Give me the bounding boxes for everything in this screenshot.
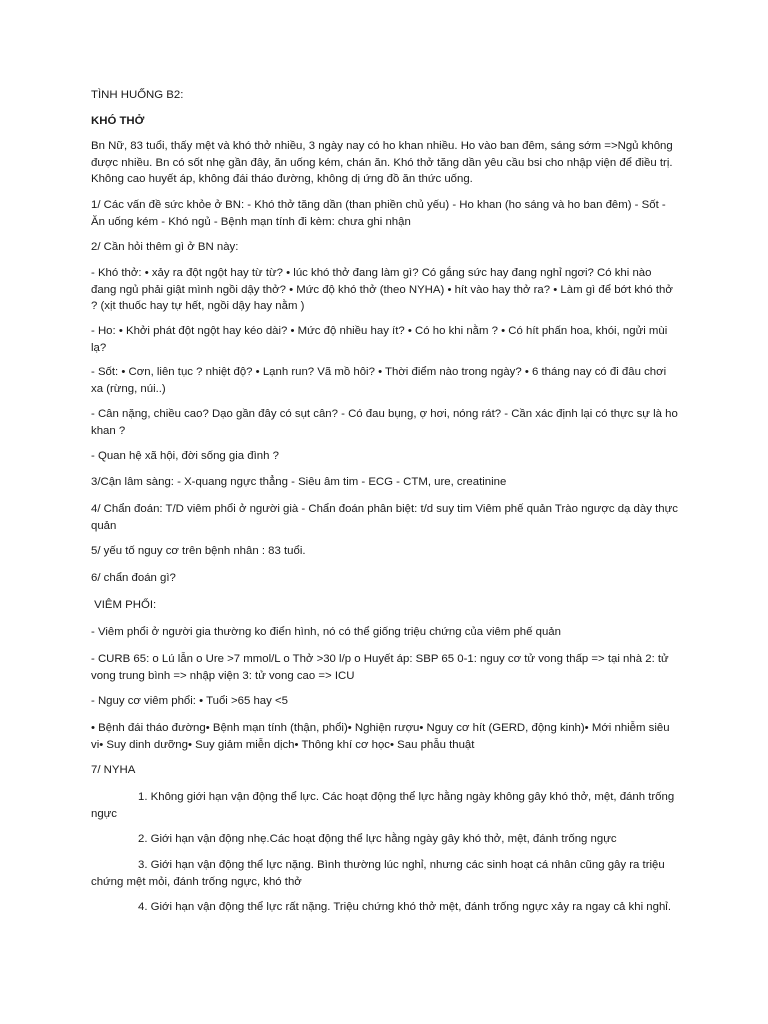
diagnosis-question: 6/ chẩn đoán gì? — [91, 572, 176, 584]
diagnosis: 4/ Chẩn đoán: T/D viêm phổi ở người già - Chẩn đoán phân biệt: t/d suy tim Viêm phế quản Trào ngược dạ dày thực quản — [91, 503, 678, 532]
risk-factors: 5/ yếu tố nguy cơ trên bệnh nhân : 83 tuổi. — [91, 545, 306, 557]
nyha-heading: 7/ NYHA — [91, 764, 136, 776]
curb65: - CURB 65: o Lú lẫn o Ure >7 mmol/L o Thở >30 l/p o Huyết áp: SBP 65 0-1: nguy cơ tử vong thấp => tại nhà 2: tử vong trung bình => nhập viện 3: tử vong cao => ICU — [91, 653, 669, 682]
nyha-class-2: 2. Giới hạn vận động nhẹ.Các hoạt động thể lực hằng ngày gây khó thở, mệt, đánh trống ngực — [138, 833, 617, 845]
risk-list: • Bệnh đái tháo đường• Bệnh mạn tính (thận, phổi)• Nghiện rượu• Nguy cơ hít (GERD, động kinh)• Mới nhiễm siêu vi• Suy dinh dưỡng• Suy giảm miễn dịch• Thông khí cơ học• Sau phẫu thuật — [91, 722, 670, 751]
fever-questions: - Sốt: • Cơn, liên tục ? nhiệt độ? • Lạnh run? Vã mồ hôi? • Thời điểm nào trong ngày? • 6 tháng nay có đi đâu chơi xa (rừng, núi..) — [91, 366, 667, 395]
case-description: Bn Nữ, 83 tuổi, thấy mệt và khó thở nhiều, 3 ngày nay có ho khan nhiều. Ho vào ban đêm, sáng sớm =>Ngủ không được nhiều. Bn có sốt nhẹ gần đây, ăn uống kém, chán ăn. Khó thở tăng dần yêu cầu bsi cho nhập viện để điều trị. Không cao huyết áp, không đái tháo đường, không dị ứng đồ ăn thức uống. — [91, 140, 673, 185]
pneumonia-note: - Viêm phổi ở người gia thường ko điển hình, nó có thể giống triệu chứng của viêm phế quản — [91, 626, 561, 638]
weight-questions: - Cân nặng, chiều cao? Dạo gần đây có sụt cân? - Có đau bụng, ợ hơi, nóng rát? - Cần xác định lại có thực sự là ho khan ? — [91, 408, 678, 437]
nyha-class-1: 1. Không giới hạn vận động thể lực. Các hoạt động thể lực hằng ngày không gây khó thở, mệt, đánh trống ngực — [91, 791, 675, 820]
cough-questions: - Ho: • Khởi phát đột ngột hay kéo dài? • Mức độ nhiều hay ít? • Có ho khi nằm ? • Có hít phấn hoa, khói, ngửi mùi lạ? — [91, 325, 668, 354]
section-heading: KHÓ THỞ — [91, 115, 145, 127]
pneumonia-risk: - Nguy cơ viêm phổi: • Tuổi >65 hay <5 — [91, 695, 288, 707]
paraclinical: 3/Cận lâm sàng: - X-quang ngực thẳng - Siêu âm tim - ECG - CTM, ure, creatinine — [91, 476, 507, 488]
document-title: TÌNH HUỐNG B2: — [91, 89, 184, 101]
social-questions: - Quan hệ xã hội, đời sống gia đình ? — [91, 450, 279, 462]
question-heading: 2/ Cần hỏi thêm gì ở BN này: — [91, 241, 239, 253]
health-problems: 1/ Các vấn đề sức khỏe ở BN: - Khó thở tăng dần (than phiền chủ yếu) - Ho khan (ho sáng và ho ban đêm) - Sốt - Ăn uống kém - Khó ngủ - Bệnh mạn tính đi kèm: chưa ghi nhận — [91, 199, 666, 228]
nyha-class-4: 4. Giới hạn vận động thể lực rất nặng. Triệu chứng khó thở mệt, đánh trống ngực xảy ra ngay cả khi nghỉ. — [138, 901, 671, 913]
dyspnea-questions: - Khó thở: • xảy ra đột ngột hay từ từ? • lúc khó thở đang làm gì? Có gắng sức hay đang nghỉ ngơi? Có khi nào đang ngủ phải giật mình ngồi dậy thở? • Mức độ khó thở (theo NYHA) • hít vào hay thở ra? • Làm gì để bớt khó thở ? (xịt thuốc hay tự hết, ngồi dậy hay nằm ) — [91, 267, 673, 312]
nyha-class-3: 3. Giới hạn vận động thể lực nặng. Bình thường lúc nghỉ, nhưng các sinh hoạt cá nhân cũng gây ra triệu chứng mệt mỏi, đánh trống ngực, khó thở — [91, 859, 665, 888]
pneumonia-heading: VIÊM PHỔI: — [91, 599, 157, 611]
